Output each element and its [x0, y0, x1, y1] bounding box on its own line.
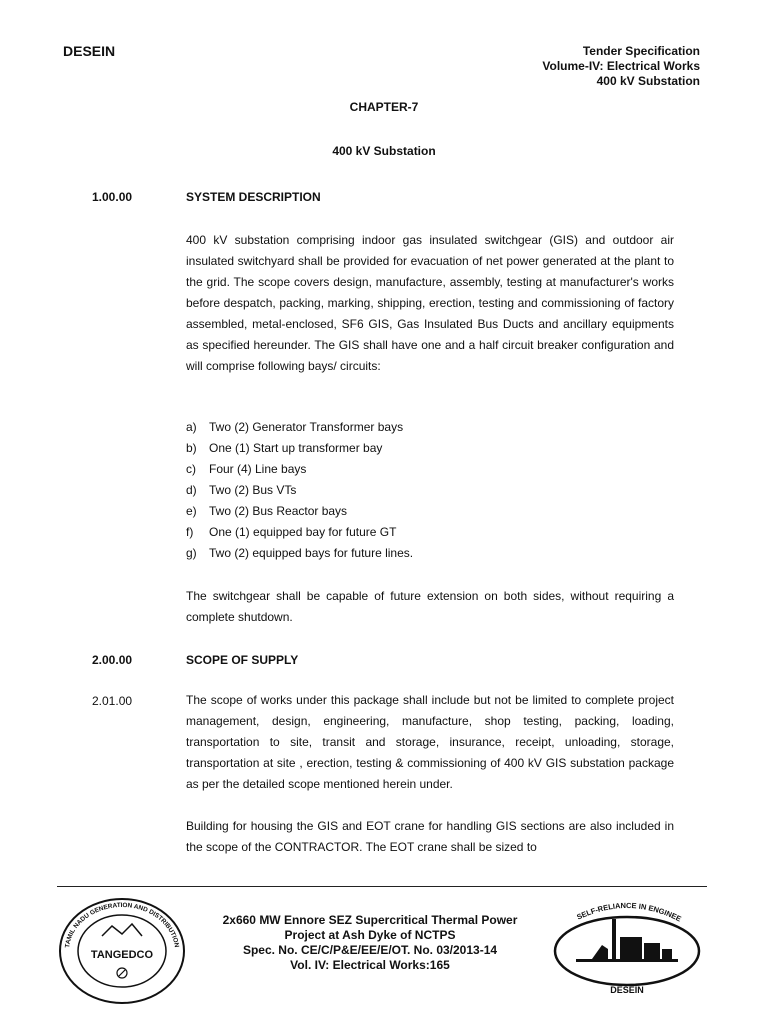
- list-item: e) Two (2) Bus Reactor bays: [186, 504, 348, 518]
- section-2-title: SCOPE OF SUPPLY: [186, 653, 299, 667]
- bay-list: [186, 417, 413, 564]
- list-item: a) Two (2) Generator Transformer bays: [186, 420, 404, 434]
- footer-line-4: Vol. IV: Electrical Works:165: [290, 958, 450, 972]
- footer-line-2: Project at Ash Dyke of NCTPS: [284, 928, 456, 942]
- footer-line-3: Spec. No. CE/C/P&E/EE/E/OT. No. 03/2013-14: [242, 943, 498, 957]
- footer-project-block: [200, 913, 540, 973]
- svg-text:SELF-RELIANCE IN ENGINEERING: SELF-RELIANCE IN ENGINEE: [575, 900, 683, 924]
- footer-line-1: 2x660 MW Ennore SEZ Supercritical Thermal Power: [222, 913, 518, 927]
- header-line-2: Volume-IV: Electrical Works: [542, 59, 700, 73]
- header-line-3: 400 kV Substation: [596, 74, 700, 88]
- footer-divider: [57, 886, 707, 887]
- list-item: b) One (1) Start up transformer bay: [186, 441, 383, 455]
- header-company: DESEIN: [63, 43, 116, 59]
- section-1-paragraph-1: 400 kV substation comprising indoor gas insulated switchgear (GIS) and outdoor air insulated switchyard shall be provided for evacuation of net power generated at the plant to the grid. The scope covers design, manufacture, assembly, testing at manufacturer's works before despatch, packing, marking, shipping, erection, testing and commissioning of factory assembled, metal-enclosed, SF6 GIS, Gas Insulated Bus Ducts and ancillary equipments as specified hereunder. The GIS shall have one and a half circuit breaker configuration and will comprise following bays/ circuits:: [186, 233, 674, 373]
- section-2-paragraph-1: The scope of works under this package shall include but not be limited to complete project management, design, engineering, manufacture, shop testing, packing, loading, transportation to site, transit and storage, insurance, receipt, unloading, storage, transportation at site , erection, testing & commissioning of 400 kV GIS substation package as per the detailed scope mentioned herein under.: [186, 693, 674, 791]
- header-line-1: Tender Specification: [582, 44, 700, 58]
- chapter-title: CHAPTER-7: [349, 100, 419, 114]
- section-2-paragraph-2: Building for housing the GIS and EOT crane for handling GIS sections are also included in the scope of the CONTRACTOR. The EOT crane shall be sized to: [186, 819, 674, 854]
- list-item: g) Two (2) equipped bays for future lines.: [186, 546, 414, 560]
- svg-text:TANGEDCO: TANGEDCO: [90, 949, 154, 961]
- section-1-number: 1.00.00: [92, 190, 133, 204]
- section-1-title: SYSTEM DESCRIPTION: [186, 190, 321, 204]
- header-spec-block: [542, 44, 700, 89]
- section-2-number: 2.00.00: [92, 653, 133, 667]
- desein-logo: [552, 897, 702, 1002]
- list-item: f) One (1) equipped bay for future GT: [186, 525, 397, 539]
- list-item: d) Two (2) Bus VTs: [186, 483, 297, 497]
- section-1-paragraph-2: The switchgear shall be capable of future extension on both sides, without requiring a complete shutdown.: [186, 589, 674, 624]
- tangedco-logo: [57, 896, 187, 1011]
- chapter-subtitle: 400 kV Substation: [332, 144, 436, 158]
- list-item: c) Four (4) Line bays: [186, 462, 307, 476]
- section-2-01-number: 2.01.00: [92, 694, 133, 708]
- svg-text:TAMIL NADU GENERATION AND DIST: TAMIL NADU GENERATION AND DISTRIBUTION: [64, 901, 180, 949]
- svg-text:DESEIN: DESEIN: [610, 985, 644, 995]
